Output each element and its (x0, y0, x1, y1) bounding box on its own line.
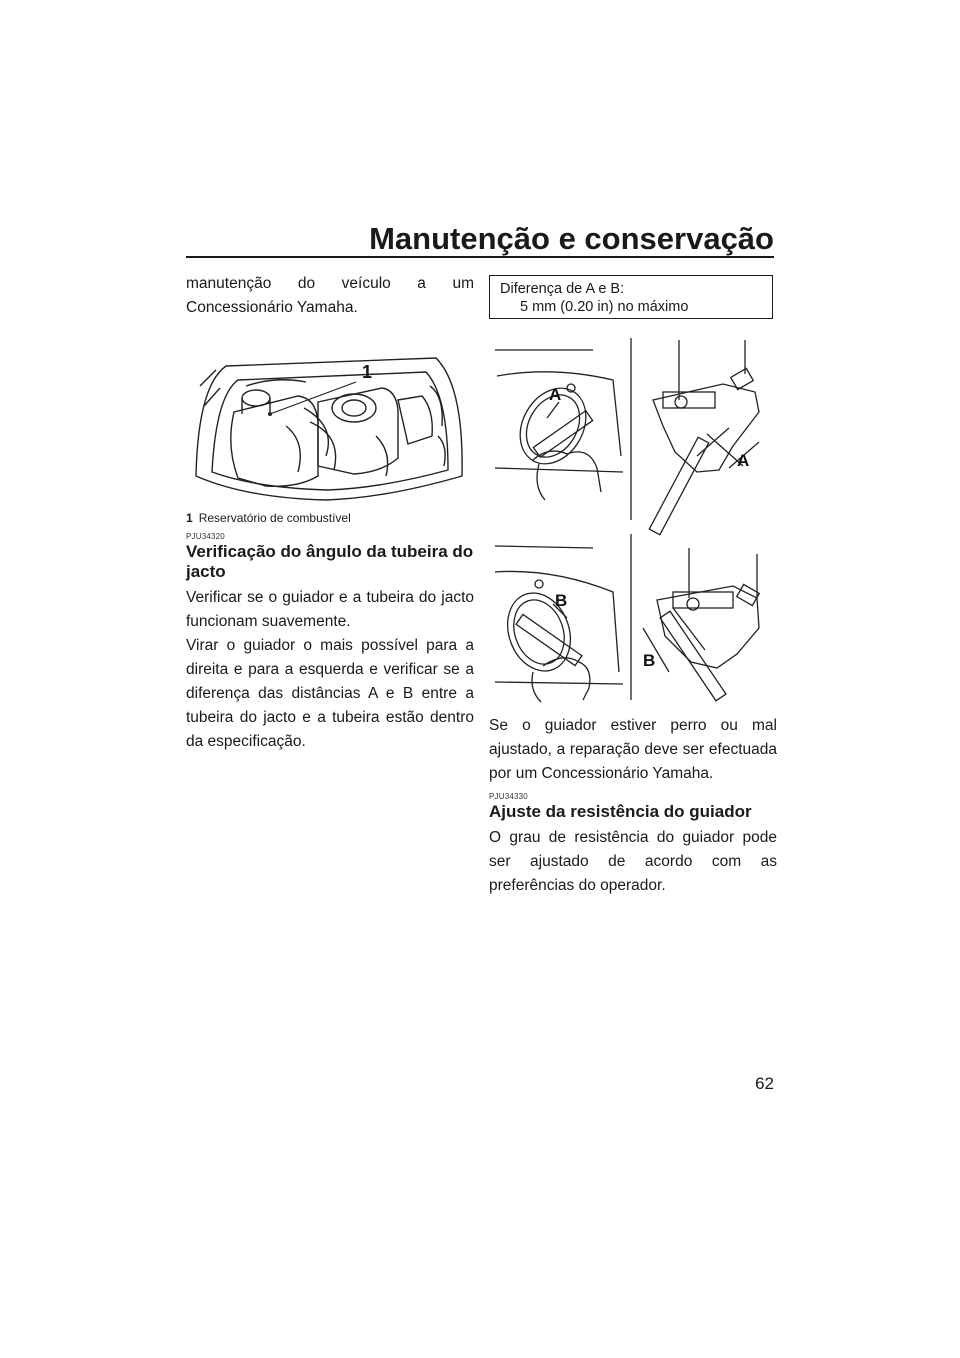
caption-number: 1 (186, 511, 193, 525)
page-number: 62 (755, 1074, 774, 1093)
spec-line-2: 5 mm (0.20 in) no máximo (520, 299, 689, 315)
label-b-photo: B (555, 591, 568, 610)
left-column (186, 272, 474, 754)
spec-line-1: Diferença de A e B: (500, 281, 625, 297)
section-2-paragraph-1: O grau de resistência do guiador pode ser ajustado de acordo com as preferências do operador. (489, 829, 777, 894)
label-a-diagram: A (737, 451, 750, 470)
label-b-diagram: B (643, 651, 656, 670)
section-paragraph-1: Verificar se o guiador e a tubeira do jacto funcionam suavemente. (186, 589, 474, 630)
section-paragraph-2: Virar o guiador o mais possível para a direita e para a esquerda e verificar se a diferença das distâncias A e B entre a tubeira do jacto e a tubeira estão dentro da especificação. (186, 637, 474, 750)
section-heading: Verificação do ângulo da tubeira do jacto (186, 542, 474, 581)
engine-compartment-drawing (186, 326, 474, 506)
fuel-tank-illustration (186, 326, 474, 506)
nozzle-angle-illustration (493, 336, 773, 704)
intro-paragraph: manutenção do veículo a um Concessionário Yamaha. (186, 275, 474, 316)
callout-1: 1 (362, 362, 373, 382)
nozzle-angle-drawing (493, 336, 773, 704)
label-a-photo: A (549, 385, 562, 404)
section-code: PJU34320 (186, 532, 225, 541)
header-rule (186, 256, 774, 258)
caption-text: Reservatório de combustível (198, 511, 351, 525)
page-title: Manutenção e conservação (369, 221, 774, 256)
section-heading-2: Ajuste da resistência do guiador (489, 802, 752, 821)
repair-paragraph: Se o guiador estiver perro ou mal ajustado, a reparação deve ser efectuada por um Concessionário Yamaha. (489, 717, 777, 782)
section-code-2: PJU34330 (489, 792, 528, 801)
specification-box (489, 275, 773, 319)
right-column (489, 714, 777, 898)
figure-caption (186, 510, 474, 526)
